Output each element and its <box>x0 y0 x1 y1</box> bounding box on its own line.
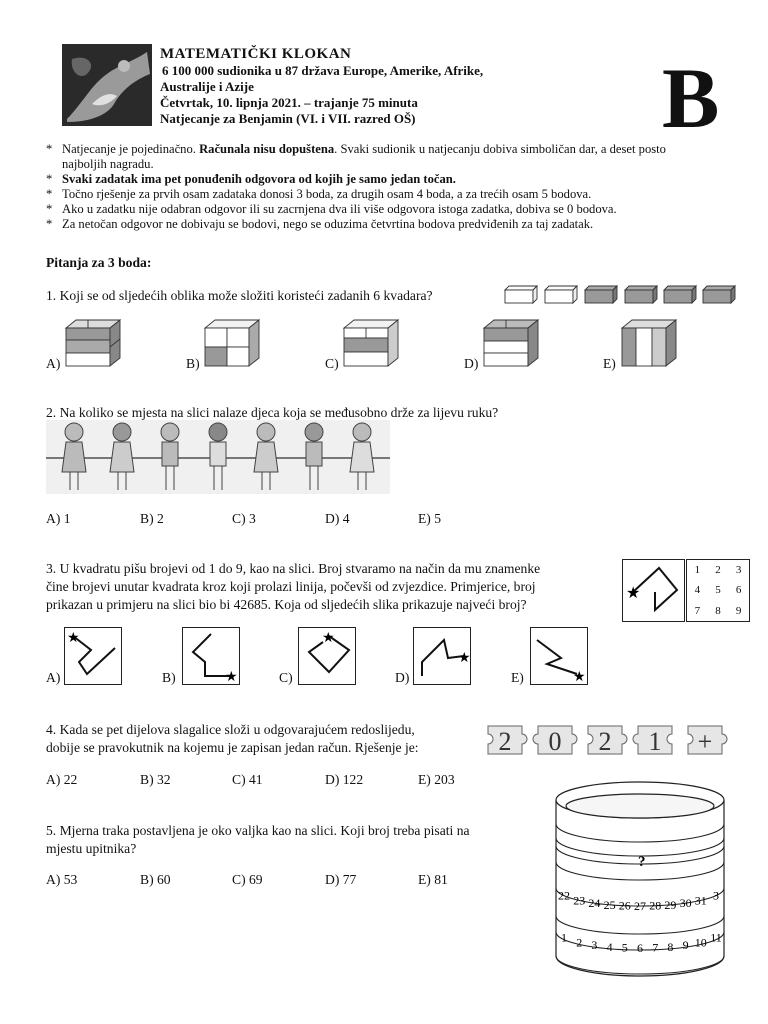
tape-number: 4 <box>606 939 613 954</box>
q5-option-d[interactable]: D) 77 <box>325 872 357 887</box>
tape-number: 30 <box>679 896 692 911</box>
tape-number: 24 <box>588 896 601 911</box>
q3-number-grid: 1 2 3 4 5 6 7 8 9 <box>686 559 750 622</box>
category-letter: B <box>662 50 720 146</box>
question-3-line-2: čine brojevi unutar kvadrata kroz koji prolazi linija, počevši od zvjezdice. Primjerice, broj <box>46 579 536 594</box>
tape-number: 23 <box>573 893 586 908</box>
tape-number: 29 <box>664 897 677 912</box>
q1-option-e[interactable]: E) <box>603 356 616 371</box>
puzzle-piece-1: 2 <box>498 727 512 756</box>
q5-option-b[interactable]: B) 60 <box>140 872 171 887</box>
puzzle-piece-4: 1 <box>648 727 662 756</box>
tape-number: 2 <box>576 935 583 950</box>
q3-option-c[interactable]: C) <box>279 670 293 685</box>
question-1-text: 1. Koji se od sljedećih oblika može složiti koristeći zadanih 6 kvadara? <box>46 288 433 303</box>
tape-number: 28 <box>649 898 662 913</box>
q2-option-a[interactable]: A) 1 <box>46 511 71 526</box>
star-icon: ★ <box>458 651 470 666</box>
q1-option-a[interactable]: A) <box>46 356 61 371</box>
question-5-line-1: 5. Mjerna traka postavljena je oko valjka kao na slici. Koji broj treba pisati na <box>46 823 470 838</box>
puzzle-pieces <box>480 720 736 760</box>
q4-option-d[interactable]: D) 122 <box>325 772 364 787</box>
tape-number: 25 <box>603 897 616 912</box>
star-icon: ★ <box>573 670 586 684</box>
question-3-line-3: prikazan u primjeru na slici bio bi 42685. Koja od sljedećih slika prikazuje najveći broj? <box>46 597 527 612</box>
rule-item: * Za netočan odgovor ne dobivaju se bodovi, nego se oduzima četvrtina bodova predviđenih za taj zadatak. <box>46 217 594 231</box>
puzzle-piece-3: 2 <box>598 727 612 756</box>
header-line-2: Australije i Azije <box>160 79 254 94</box>
q1-shape-b <box>203 318 263 370</box>
kangaroo-logo <box>62 44 152 126</box>
puzzle-piece-5: + <box>697 727 713 756</box>
q1-shape-d <box>482 318 542 370</box>
cuboids-illustration <box>504 284 740 306</box>
star-icon: ★ <box>322 631 335 646</box>
star-icon: ★ <box>626 585 641 602</box>
tape-number: 11 <box>710 930 722 945</box>
q3-option-d[interactable]: D) <box>395 670 410 685</box>
header-line-1: 6 100 000 sudionika u 87 država Europe, Amerike, Afrike, <box>162 63 484 78</box>
q4-option-c[interactable]: C) 41 <box>232 772 263 787</box>
question-2-text: 2. Na koliko se mjesta na slici nalaze djeca koja se međusobno drže za lijevu ruku? <box>46 405 499 420</box>
q2-option-d[interactable]: D) 4 <box>325 511 350 526</box>
puzzle-piece-2: 0 <box>548 727 562 756</box>
q3-option-b[interactable]: B) <box>162 670 176 685</box>
q2-option-e[interactable]: E) 5 <box>418 511 442 526</box>
q3-option-e[interactable]: E) <box>511 670 524 685</box>
q3-path-c <box>298 627 356 685</box>
cylinder-question-mark: ? <box>638 854 646 870</box>
section-title: Pitanja za 3 boda: <box>46 255 152 270</box>
rules-list <box>46 142 706 232</box>
q1-shape-c <box>342 318 402 370</box>
rule-item: * Točno rješenje za prvih osam zadataka donosi 3 boda, za drugih osam 4 boda, a za trećih osam 5 bodova. <box>46 187 592 201</box>
tape-number: 3 <box>713 888 719 903</box>
q5-option-e[interactable]: E) 81 <box>418 872 448 887</box>
competition-title: MATEMATIČKI KLOKAN <box>160 46 352 62</box>
star-icon: ★ <box>67 631 80 646</box>
header-line-3: Četvrtak, 10. lipnja 2021. – trajanje 75 minuta <box>160 95 418 110</box>
tape-number: 22 <box>558 888 570 903</box>
tape-number: 1 <box>561 930 567 945</box>
q3-example-square <box>622 559 685 622</box>
tape-number: 31 <box>694 893 707 908</box>
q3-path-a <box>64 627 122 685</box>
tape-number: 10 <box>694 935 707 950</box>
q3-option-a[interactable]: A) <box>46 670 61 685</box>
rule-item: * Ako u zadatku nije odabran odgovor ili su zacrnjena dva ili više odgovora istoga zadatka, dobiva se 0 bodova. <box>46 202 617 216</box>
tape-number: 9 <box>682 938 689 953</box>
rule-item: * Natjecanje je pojedinačno. Računala nisu dopuštena. Svaki sudionik u natjecanju dobiva simboličan dar, a deset posto najboljih nagradu. <box>46 142 666 171</box>
q3-path-d <box>413 627 471 685</box>
q3-path-e <box>530 627 588 685</box>
question-4-line-2: dobije se pravokutnik na kojemu je zapisan jedan račun. Rješenje je: <box>46 740 419 755</box>
q1-option-c[interactable]: C) <box>325 356 339 371</box>
star-icon: ★ <box>225 670 238 684</box>
q4-option-e[interactable]: E) 203 <box>418 772 455 787</box>
tape-number: 3 <box>591 938 598 953</box>
header-line-4: Natjecanje za Benjamin (VI. i VII. razred OŠ) <box>160 111 416 126</box>
q1-shape-a <box>64 318 124 370</box>
question-4-line-1: 4. Kada se pet dijelova slagalice složi u odgovarajućem redoslijedu, <box>46 722 415 737</box>
tape-number: 5 <box>621 940 628 955</box>
tape-number: 26 <box>618 898 631 913</box>
q5-option-a[interactable]: A) 53 <box>46 872 78 887</box>
tape-number: 8 <box>667 939 674 954</box>
tape-number: 7 <box>652 940 659 955</box>
children-holding-hands-image <box>46 420 390 494</box>
q2-option-c[interactable]: C) 3 <box>232 511 256 526</box>
q1-option-d[interactable]: D) <box>464 356 479 371</box>
q1-option-b[interactable]: B) <box>186 356 200 371</box>
q3-path-b <box>182 627 240 685</box>
q1-shape-e <box>620 318 680 370</box>
question-3-line-1: 3. U kvadratu pišu brojevi od 1 do 9, kao na slici. Broj stvaramo na način da mu znamenke <box>46 561 541 576</box>
tape-number: 27 <box>634 899 646 913</box>
q2-option-b[interactable]: B) 2 <box>140 511 164 526</box>
q5-option-c[interactable]: C) 69 <box>232 872 263 887</box>
tape-number: 6 <box>637 941 643 955</box>
rule-item: * Svaki zadatak ima pet ponuđenih odgovora od kojih je samo jedan točan. <box>46 172 456 186</box>
q4-option-b[interactable]: B) 32 <box>140 772 171 787</box>
q4-option-a[interactable]: A) 22 <box>46 772 78 787</box>
question-5-line-2: mjestu upitnika? <box>46 841 137 856</box>
cylinder-measuring-tape <box>550 780 730 980</box>
